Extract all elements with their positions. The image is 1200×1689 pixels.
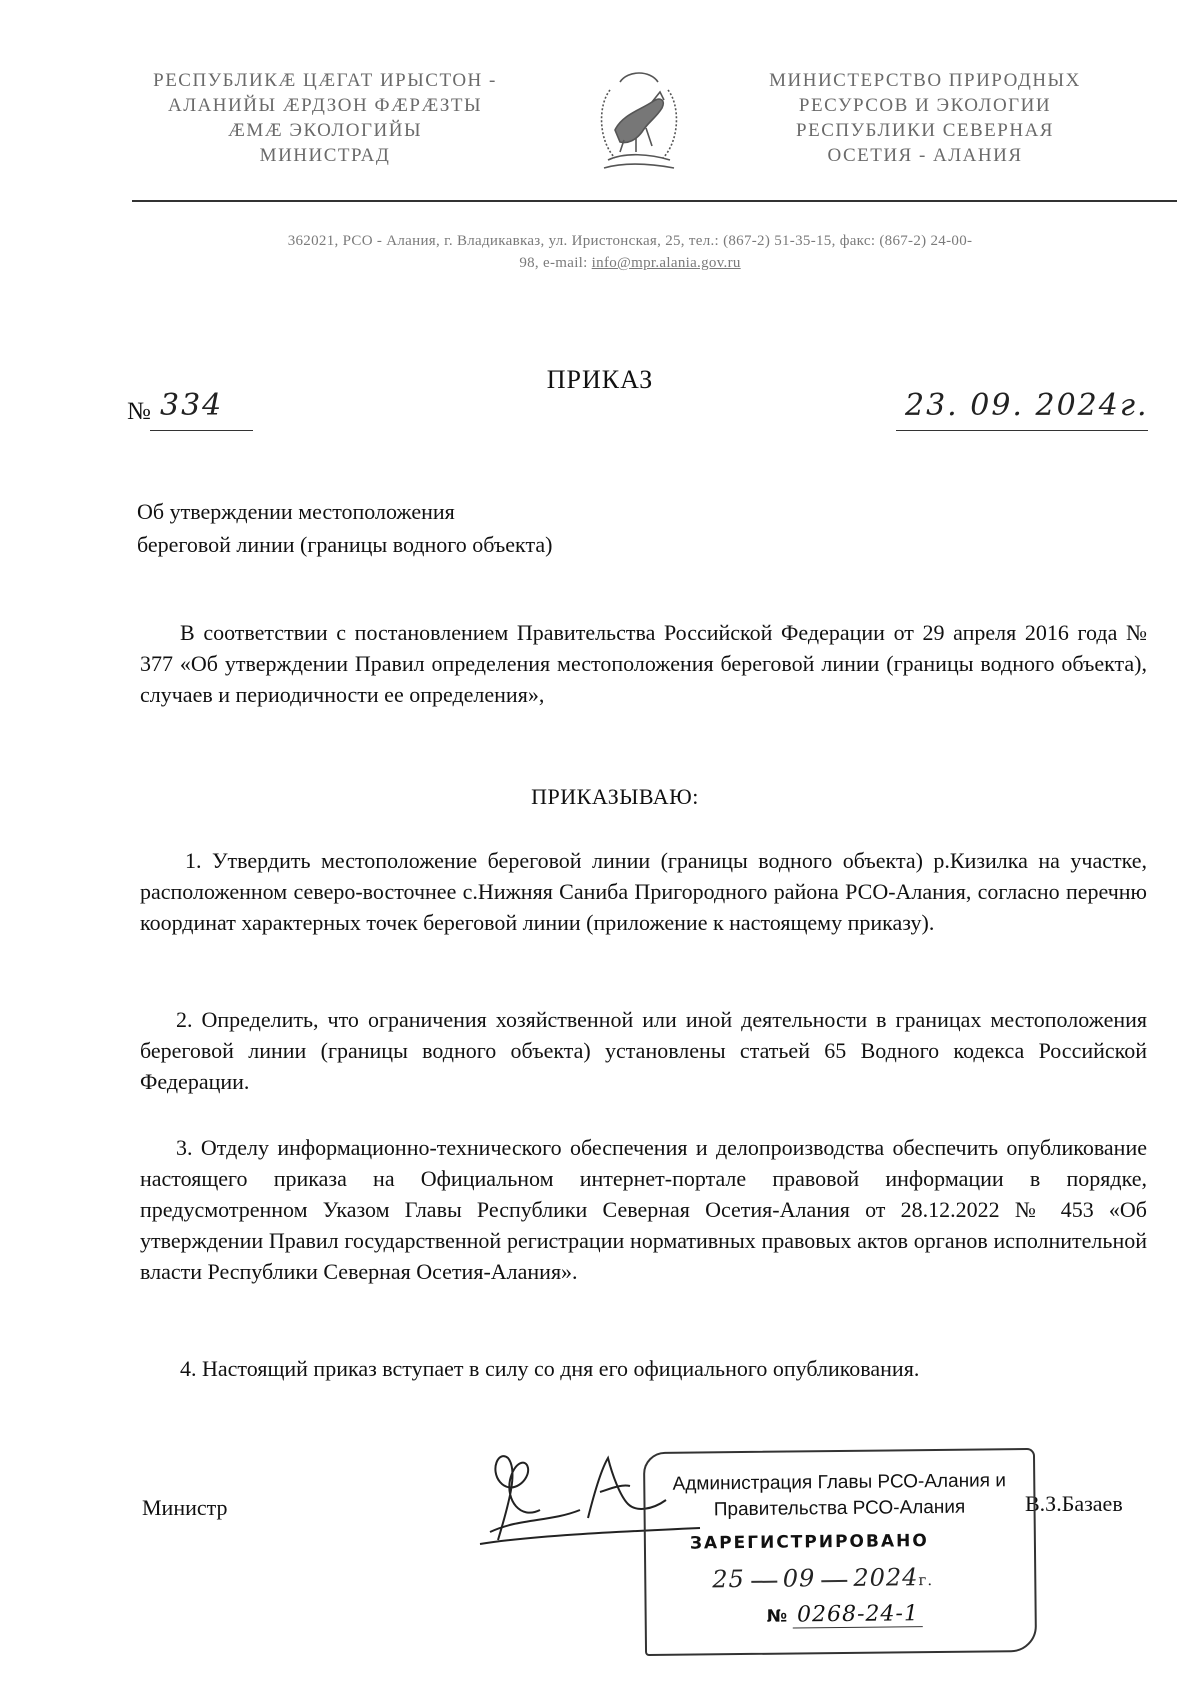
- ministry-name-ossetian-line: МИНИСТРАД: [259, 145, 391, 166]
- order-number-underline: [150, 430, 253, 431]
- stamp-org-line: Правительства РСО-Алания: [713, 1496, 966, 1521]
- stamp-organization: [645, 1468, 1034, 1524]
- ministry-name-ossetian-line: АЛАНИЙЫ ӔРДЗОН ФӔРӔЗТЫ: [167, 95, 483, 116]
- ministry-name-ossetian-line: РЕСПУБЛИКӔ ЦӔГАТ ИРЫСТОН -: [153, 70, 497, 91]
- ministry-name-russian: [720, 68, 1130, 168]
- order-date: 23. 09. 2024г.: [905, 388, 1149, 423]
- signatory-name: В.З.Базаев: [1025, 1491, 1123, 1516]
- stamp-reg-month: 09: [782, 1564, 816, 1593]
- stamp-year-suffix: г.: [918, 1571, 934, 1590]
- stamp-number-label: №: [766, 1606, 788, 1627]
- ordering-heading: ПРИКАЗЫВАЮ:: [531, 784, 699, 809]
- document-title: ПРИКАЗ: [546, 365, 654, 394]
- contact-address: [110, 230, 1150, 274]
- order-item-4: 4. Настоящий приказ вступает в силу со дня его официального опубликования.: [180, 1356, 920, 1381]
- order-subject-line: береговой линии (границы водного объекта): [137, 532, 553, 557]
- order-date-underline: [896, 430, 1148, 431]
- order-subject-line: Об утверждении местоположения: [137, 499, 455, 524]
- address-line: [110, 252, 1150, 274]
- signatory-role: Министр: [142, 1495, 228, 1520]
- stamp-number-value: 0268-24-1: [793, 1601, 923, 1628]
- order-number: 334: [160, 388, 224, 423]
- registration-stamp: [643, 1448, 1037, 1656]
- stamp-reg-day: 25: [712, 1564, 745, 1594]
- ministry-name-russian-line: РЕСУРСОВ И ЭКОЛОГИИ: [798, 95, 1052, 116]
- email-link[interactable]: info@mpr.alania.gov.ru: [591, 255, 741, 271]
- stamp-registration-number: [767, 1601, 923, 1628]
- stamp-reg-year: 2024: [853, 1563, 919, 1592]
- order-item-1: 1. Утвердить местоположение береговой линии (границы водного объекта) р.Кизилка на участке, расположенном северо-восточнее с.Нижняя Саниба Пригородного района РСО-Алания, согласно перечню координат характерных точек береговой линии (приложение к настоящему приказу).: [140, 848, 1147, 935]
- ministry-name-russian-line: РЕСПУБЛИКИ СЕВЕРНАЯ: [796, 120, 1054, 141]
- snow-leopard-emblem-icon: [590, 60, 688, 178]
- stamp-org-line: Администрация Главы РСО-Алания и: [672, 1470, 1007, 1495]
- preamble-paragraph: В соответствии с постановлением Правительства Российской Федерации от 29 апреля 2016 года № 377 «Об утверждении Правил определения местоположения береговой линии (границы водного объекта), случаев и периодичности ее определения»,: [140, 620, 1147, 707]
- stamp-date-separator: [821, 1580, 847, 1582]
- order-subject: [137, 495, 552, 561]
- stamp-date-separator: [751, 1581, 777, 1583]
- address-email-prefix: 98, e-mail:: [519, 255, 592, 271]
- order-number-label: №: [127, 398, 151, 425]
- ministry-name-ossetian-line: ӔМӔ ЭКОЛОГИЙЫ: [227, 120, 423, 141]
- ministry-name-russian-line: МИНИСТЕРСТВО ПРИРОДНЫХ: [769, 70, 1081, 91]
- header-divider: [132, 200, 1177, 202]
- stamp-registration-date: [712, 1563, 933, 1593]
- address-line: 362021, РСО - Алания, г. Владикавказ, ул. Иристонская, 25, тел.: (867-2) 51-35-15, факс: (867-2) 24-00-: [287, 233, 973, 249]
- stamp-registered-label: ЗАРЕГИСТРИРОВАНО: [689, 1531, 929, 1554]
- order-item-3: 3. Отделу информационно-технического обеспечения и делопроизводства обеспечить опубликование настоящего приказа на Официальном интернет-портале правовой информации в порядке, предусмотренном Указом Главы Республики Северная Осетия-Алания от 28.12.2022 № 453 «Об утверждении Правил государственной регистрации нормативных правовых актов органов исполнительной власти Республики Северная Осетия-Алания».: [140, 1135, 1147, 1284]
- order-item-2: 2. Определить, что ограничения хозяйственной или иной деятельности в границах местоположения береговой линии (границы водного объекта) установлены статьей 65 Водного кодекса Российской Федерации.: [140, 1007, 1147, 1094]
- ministry-name-ossetian: [105, 68, 545, 168]
- ministry-name-russian-line: ОСЕТИЯ - АЛАНИЯ: [827, 145, 1023, 166]
